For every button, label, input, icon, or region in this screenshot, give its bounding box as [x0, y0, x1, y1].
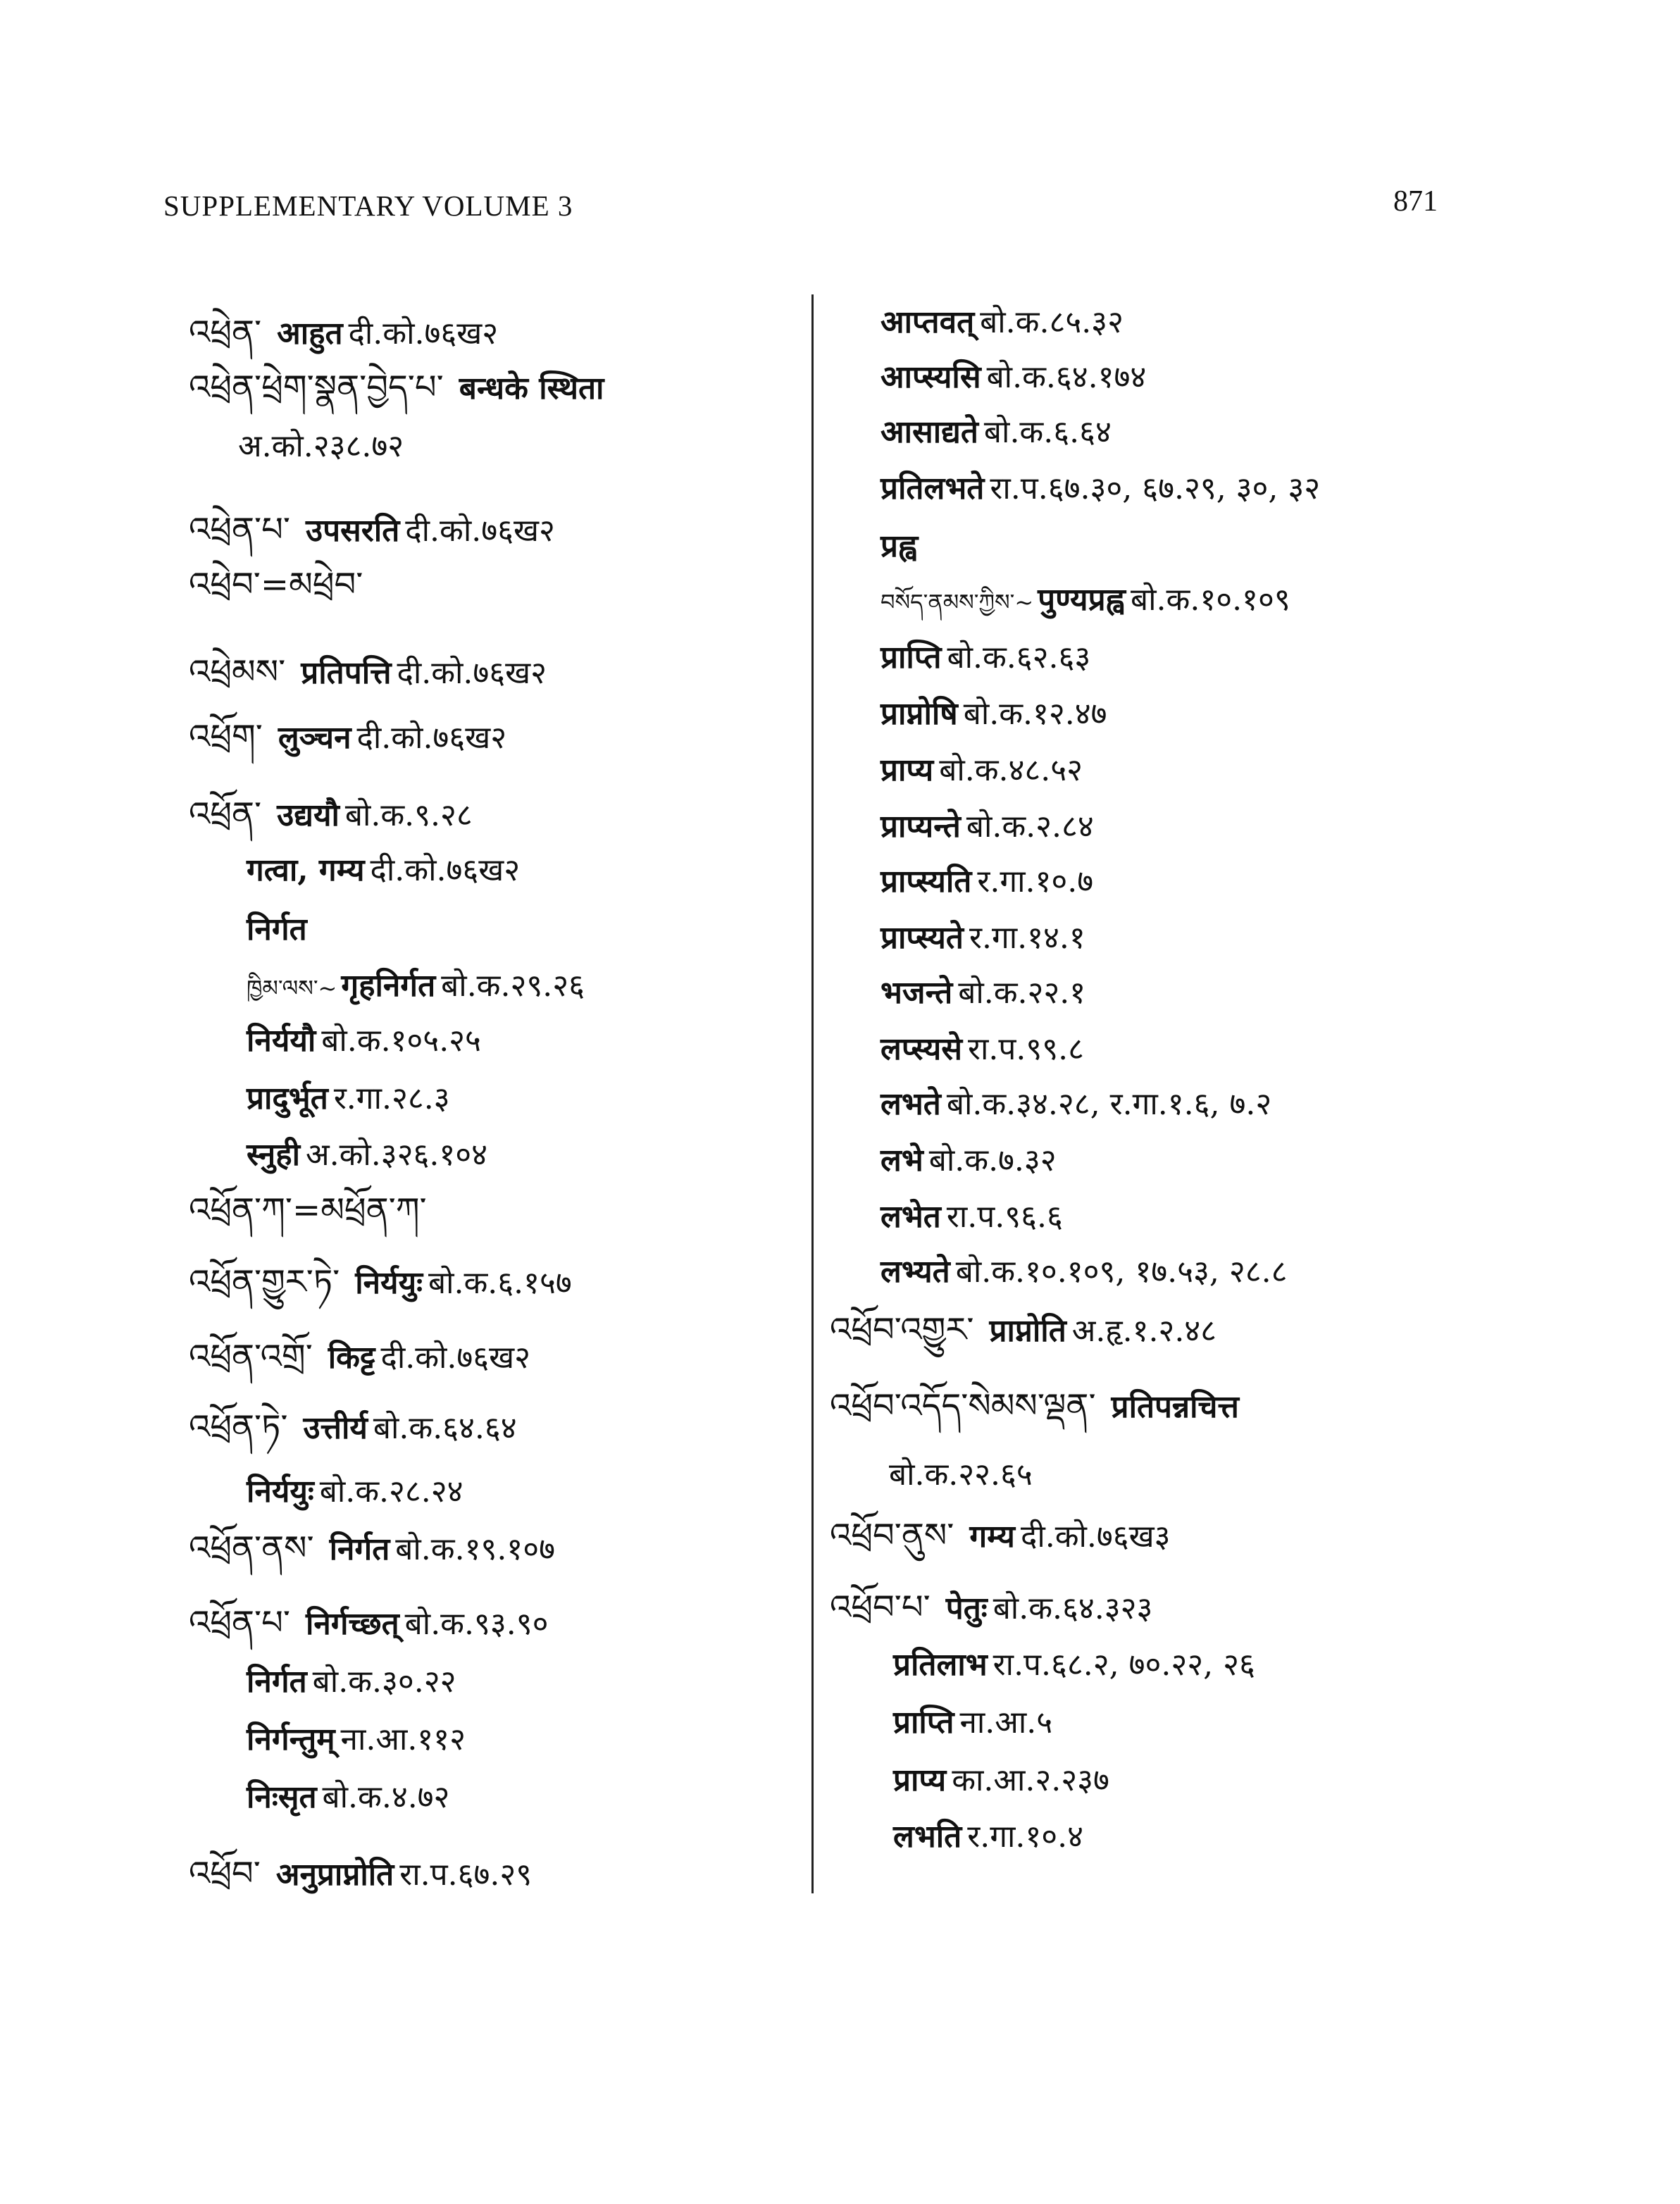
- sanskrit-equivalent: निर्ययौ: [247, 1023, 316, 1059]
- sanskrit-equivalent: प्रतिलभते: [881, 471, 985, 506]
- dictionary-entry: [189, 1189, 442, 1233]
- dictionary-entry: [881, 1251, 1288, 1293]
- sanskrit-equivalent: गत्वा, गम्य: [247, 852, 365, 888]
- tibetan-headword: ཁྱིམ་ལས་~: [247, 975, 337, 1002]
- source-reference: र.गा.१०.७: [977, 864, 1094, 899]
- dictionary-entry: [881, 468, 1320, 510]
- sanskrit-equivalent: प्राप्य: [893, 1762, 947, 1798]
- sanskrit-equivalent: गृहनिर्गत: [341, 968, 436, 1004]
- tibetan-headword: འཕྲེན་ཕྲེག་སྣན་བྱེད་པ་: [189, 368, 444, 407]
- dictionary-entry: [830, 1586, 1152, 1630]
- sanskrit-equivalent: लभ्यते: [881, 1254, 950, 1290]
- dictionary-entry: [189, 1406, 517, 1450]
- source-reference: बो.क.८५.३२: [980, 304, 1124, 340]
- sanskrit-equivalent: प्रतिपत्ति: [301, 655, 392, 691]
- sanskrit-equivalent: गम्य: [969, 1519, 1015, 1555]
- source-reference: बो.क.१२.४७: [963, 696, 1107, 732]
- tibetan-headword: འཕྲོབ་པ་: [830, 1588, 931, 1627]
- source-reference: बो.क.२२.१: [958, 975, 1086, 1011]
- dictionary-entry: [881, 861, 1093, 903]
- sanskrit-equivalent: आहुत: [277, 316, 343, 351]
- source-reference: बो.क.१०५.२५: [321, 1023, 481, 1059]
- sanskrit-equivalent: अनुप्राप्नोति: [275, 1857, 394, 1893]
- sanskrit-equivalent: भजन्ते: [881, 975, 953, 1011]
- source-reference: बो.क.६.६४: [983, 414, 1112, 450]
- sanskrit-equivalent: स्नुही: [247, 1137, 300, 1173]
- dictionary-entry: [881, 301, 1124, 344]
- tibetan-headword: འཕྲོན་ནས་: [189, 1529, 314, 1568]
- dictionary-entry: [881, 1028, 1084, 1071]
- source-reference: ना.आ.५: [959, 1705, 1053, 1741]
- dictionary-entry: [881, 1083, 1271, 1126]
- sanskrit-equivalent: प्राप्नोति: [989, 1313, 1066, 1349]
- dictionary-entry: [881, 1140, 1057, 1182]
- dictionary-entry: [881, 1196, 1063, 1238]
- tibetan-headword: འཕྲོན་གྱུར་ཏེ་: [189, 1262, 340, 1302]
- sanskrit-equivalent: पुण्यप्रह्व: [1038, 582, 1126, 618]
- sanskrit-equivalent: लभते: [881, 1086, 941, 1122]
- tibetan-headword: འཕྲོན་ཏེ་: [189, 1407, 288, 1447]
- source-reference: र.गा.१०.४: [967, 1819, 1084, 1855]
- dictionary-entry: [247, 1078, 450, 1120]
- tibetan-headword: འཕྲོན་: [189, 795, 262, 834]
- source-reference: बो.क.६२.६३: [947, 640, 1091, 675]
- sanskrit-equivalent: प्रतिपन्नचित्त: [1111, 1389, 1239, 1425]
- dictionary-entry: [830, 1309, 1217, 1352]
- source-reference: रा.प.६७.३०, ६७.२९, ३०, ३२: [990, 471, 1321, 506]
- sanskrit-equivalent: निःसृत: [247, 1779, 317, 1815]
- sanskrit-equivalent: आप्स्यसि: [881, 359, 981, 395]
- source-reference: बो.क.६४.६४: [373, 1410, 517, 1446]
- sanskrit-equivalent: लभति: [893, 1819, 962, 1855]
- sanskrit-equivalent: निर्गत: [247, 911, 307, 947]
- tibetan-headword: བསོད་ནམས་ཀྱིས་~: [881, 589, 1034, 616]
- dictionary-entry: [893, 1702, 1052, 1744]
- sanskrit-equivalent: निर्ययुः: [247, 1474, 314, 1509]
- tibetan-headword: འཕྲོན་ཀ་=མཕྲོན་ཀ་: [189, 1190, 427, 1230]
- dictionary-entry: [881, 917, 1085, 959]
- source-reference: बो.क.६.१५७: [428, 1265, 572, 1301]
- tibetan-headword: འཕྲེན་: [189, 313, 262, 352]
- source-reference: बो.क.९३.९०: [404, 1606, 549, 1642]
- dictionary-entry: [881, 525, 923, 568]
- sanskrit-equivalent: प्राप्य: [881, 752, 934, 788]
- source-reference: अ.हृ.१.२.४८: [1071, 1313, 1217, 1349]
- sanskrit-equivalent: प्राप्नोषि: [881, 696, 958, 732]
- source-reference: बो.क.६४.१७४: [986, 359, 1147, 395]
- tibetan-headword: འཕྲོན་པ་: [189, 1603, 290, 1643]
- source-reference: रा.प.६८.२, ७०.२२, २६: [993, 1647, 1255, 1683]
- dictionary-entry: [189, 1527, 555, 1571]
- dictionary-entry: [830, 1514, 1171, 1558]
- source-reference: र.गा.१४.१: [969, 920, 1085, 956]
- dictionary-entry: [189, 1261, 572, 1305]
- source-reference: रा.प.९६.६: [946, 1199, 1063, 1235]
- tibetan-headword: འཕྲོག་: [189, 717, 263, 757]
- source-reference: बो.क.७.३२: [928, 1143, 1057, 1178]
- dictionary-entry: [881, 356, 1146, 399]
- source-reference: बो.क.४.७२: [322, 1779, 450, 1815]
- sanskrit-equivalent: प्राप्ति: [881, 640, 942, 675]
- dictionary-entry: [247, 1776, 449, 1819]
- dictionary-entry: [189, 1336, 530, 1379]
- dictionary-entry: [881, 693, 1107, 735]
- source-reference: बो.क.१९.१०७: [395, 1531, 555, 1567]
- source-reference: रा.प.९९.८: [968, 1031, 1085, 1067]
- dictionary-entry: [881, 806, 1094, 848]
- dictionary-entry: [881, 972, 1085, 1014]
- sanskrit-equivalent: आसाद्यते: [881, 414, 978, 450]
- dictionary-entry: [881, 579, 1290, 623]
- sanskrit-equivalent: किट्ट: [328, 1340, 375, 1376]
- sanskrit-equivalent: उत्तीर्य: [303, 1410, 368, 1446]
- sanskrit-equivalent: लभे: [881, 1143, 923, 1178]
- source-reference: बो.क.२९.२६: [441, 968, 585, 1004]
- dictionary-entry: [830, 1385, 1245, 1428]
- dictionary-entry: [881, 749, 1083, 792]
- running-title: SUPPLEMENTARY VOLUME 3: [163, 189, 573, 222]
- source-reference: दी.को.७६ख२: [405, 513, 555, 549]
- dictionary-entry: [881, 637, 1090, 679]
- sanskrit-equivalent: प्राप्यन्ते: [881, 809, 961, 845]
- sanskrit-equivalent: निर्गत: [247, 1664, 307, 1700]
- source-reference: बो.क.२.८४: [966, 809, 1094, 845]
- dictionary-entry: [881, 411, 1112, 454]
- sanskrit-equivalent: निर्गच्छत्: [305, 1606, 399, 1642]
- source-reference: अ.को.२३८.७२: [238, 428, 404, 464]
- sanskrit-equivalent: प्रह्व: [881, 528, 918, 564]
- source-reference: दी.को.७६ख३: [1020, 1519, 1171, 1555]
- dictionary-entry: [189, 1853, 532, 1896]
- dictionary-entry: [247, 1134, 487, 1176]
- dictionary-entry: [247, 1661, 456, 1703]
- sanskrit-equivalent: लुञ्चन: [278, 720, 351, 756]
- tibetan-headword: འཕྲེན་པ་: [189, 510, 290, 549]
- sanskrit-equivalent: उपसरति: [305, 513, 400, 549]
- source-reference: दी.को.७६ख२: [356, 720, 507, 756]
- dictionary-entry: [893, 1644, 1255, 1686]
- dictionary-entry: [247, 1719, 466, 1761]
- source-reference: दी.को.७६ख२: [348, 316, 499, 351]
- sanskrit-equivalent: निर्गत: [329, 1531, 390, 1567]
- source-reference: र.गा.२८.३: [333, 1081, 450, 1116]
- dictionary-entry: [189, 509, 555, 552]
- source-reference: रा.प.६७.२९: [399, 1857, 533, 1893]
- source-reference: दी.को.७६ख२: [370, 852, 521, 888]
- tibetan-headword: འཕྲེམས་: [189, 652, 286, 692]
- source-reference: बो.क.२८.२४: [319, 1474, 463, 1509]
- source-reference: का.आ.२.२३७: [952, 1762, 1109, 1798]
- sanskrit-equivalent: प्राप्स्यते: [881, 920, 964, 956]
- page-number: 871: [1393, 185, 1438, 218]
- source-reference: बो.क.६४.३२३: [993, 1590, 1153, 1626]
- dictionary-entry: [247, 965, 585, 1009]
- sanskrit-equivalent: बन्धके स्थिता: [459, 371, 604, 406]
- source-reference: ना.आ.११२: [340, 1722, 466, 1757]
- source-reference: बो.क.२२.६५: [889, 1457, 1033, 1493]
- dictionary-entry: [189, 716, 506, 759]
- source-reference: बो.क.३४.२८, र.गा.१.६, ७.२: [946, 1086, 1272, 1122]
- dictionary-entry: [189, 1602, 548, 1645]
- column-divider: [811, 294, 814, 1893]
- tibetan-headword: འཕྲོབ་ནུས་: [830, 1516, 954, 1555]
- dictionary-entry: [893, 1760, 1109, 1802]
- source-reference: बो.क.४८.५२: [939, 752, 1083, 788]
- sanskrit-equivalent: लप्स्यसे: [881, 1031, 963, 1067]
- tibetan-headword: འཕྲེབ་=མཕྲེབ་: [189, 565, 363, 604]
- dictionary-entry: [189, 366, 609, 410]
- sanskrit-equivalent: प्रादुर्भूत: [247, 1081, 328, 1116]
- dictionary-entry: [247, 909, 313, 951]
- source-reference: दी.को.७६ख२: [397, 655, 547, 691]
- dictionary-entry: [238, 425, 404, 468]
- dictionary-entry: [189, 564, 378, 607]
- sanskrit-equivalent: उद्ययौ: [277, 797, 340, 833]
- source-reference: अ.को.३२६.१०४: [306, 1137, 488, 1173]
- sanskrit-equivalent: निर्गन्तुम्: [247, 1722, 335, 1757]
- source-reference: दी.को.७६ख२: [380, 1340, 531, 1376]
- dictionary-entry: [889, 1454, 1033, 1496]
- dictionary-entry: [893, 1816, 1083, 1858]
- sanskrit-equivalent: लभेत: [881, 1199, 941, 1235]
- sanskrit-equivalent: आप्तवत्: [881, 304, 975, 340]
- sanskrit-equivalent: पेतुः: [945, 1590, 988, 1626]
- tibetan-headword: འཕྲོབ་འདོད་སེམས་ལྡན་: [830, 1386, 1096, 1426]
- tibetan-headword: འཕྲོབ་: [189, 1854, 261, 1893]
- dictionary-entry: [189, 651, 547, 695]
- sanskrit-equivalent: प्रतिलाभ: [893, 1647, 988, 1683]
- dictionary-entry: [189, 311, 498, 355]
- sanskrit-equivalent: निर्ययुः: [355, 1265, 423, 1301]
- source-reference: बो.क.३०.२२: [312, 1664, 456, 1700]
- dictionary-entry: [247, 1471, 463, 1513]
- sanskrit-equivalent: प्राप्ति: [893, 1705, 954, 1741]
- tibetan-headword: འཕྲོན་འགྲོ་: [189, 1337, 313, 1376]
- sanskrit-equivalent: प्राप्स्यति: [881, 864, 972, 899]
- source-reference: बो.क.९.२८: [344, 797, 473, 833]
- source-reference: बो.क.१०.१०९, १७.५३, २८.८: [955, 1254, 1288, 1290]
- source-reference: बो.क.१०.१०९: [1131, 582, 1290, 618]
- dictionary-entry: [189, 793, 473, 837]
- dictionary-entry: [247, 1020, 481, 1062]
- tibetan-headword: འཕྲོབ་འགྱུར་: [830, 1310, 974, 1350]
- dictionary-entry: [247, 849, 520, 892]
